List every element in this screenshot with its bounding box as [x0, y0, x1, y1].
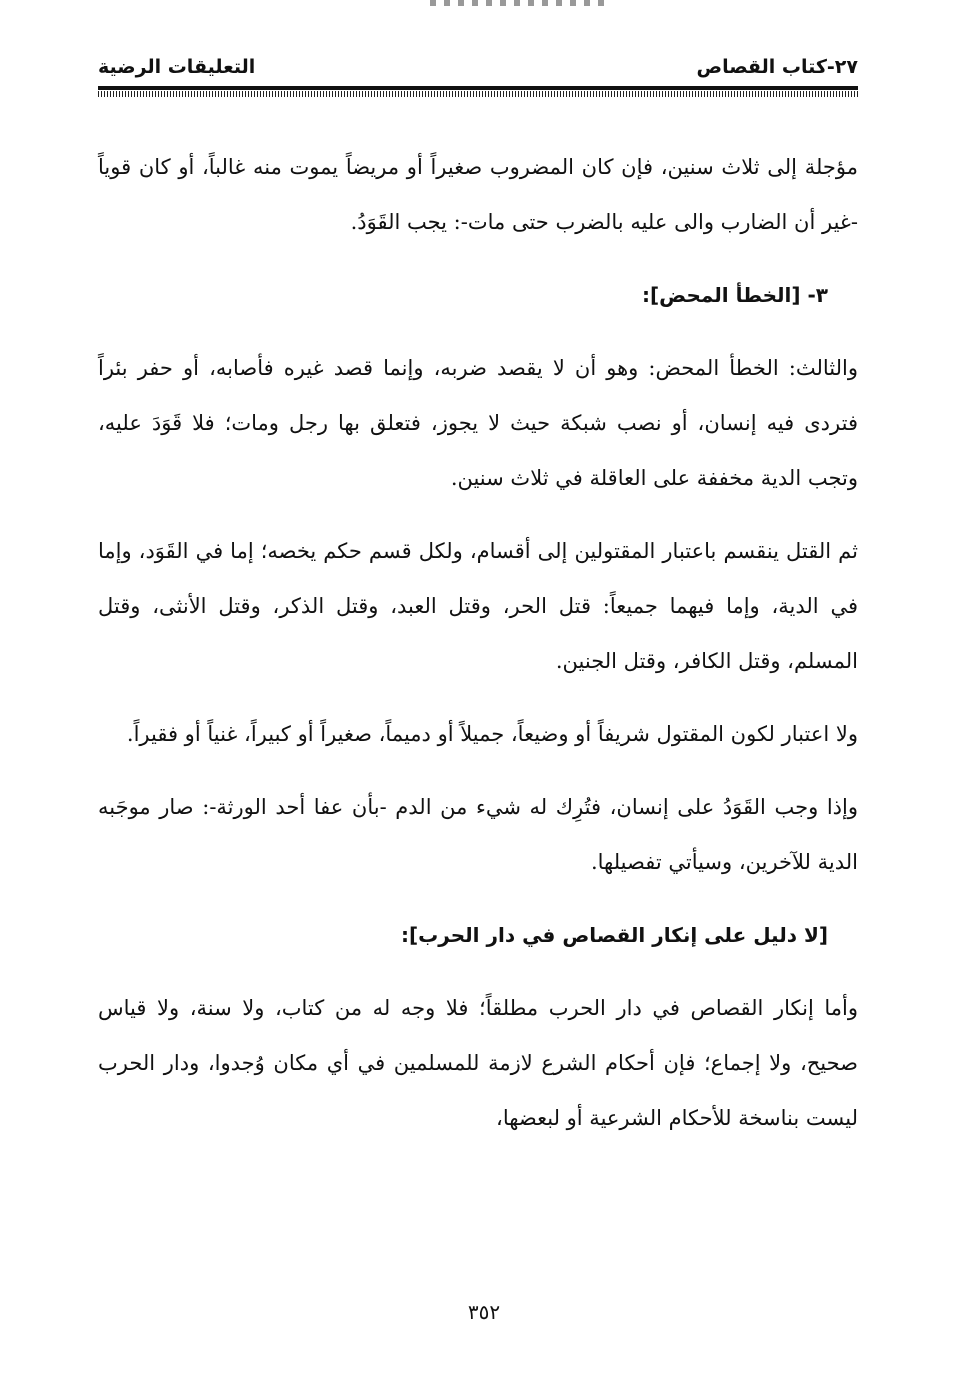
- header-rule-hatched-band: [98, 91, 858, 97]
- header-rule-thick-line: [98, 86, 858, 90]
- header-chapter-title: ٢٧-كتاب القصاص: [696, 56, 858, 78]
- paragraph-war-zone: وأما إنكار القصاص في دار الحرب مطلقاً؛ فلا وجه له من كتاب، ولا سنة، ولا قياس صحيح، ولا إجماع؛ فإن أحكام الشرع لازمة للمسلمين في أي مكان وُجدوا، ودار الحرب ليست بناسخة للأحكام الشرعية أو لبعضها،: [98, 996, 858, 1130]
- section-heading-pure-error: ٣- [الخطأ المحض]:: [642, 283, 828, 307]
- section-heading-war-zone: [لا دليل على إنكار القصاص في دار الحرب]:: [401, 923, 828, 947]
- paragraph-continuation: مؤجلة إلى ثلاث سنين، فإن كان المضروب صغيراً أو مريضاً يموت منه غالباً، أو كان قوياً -غير أن الضارب والى عليه بالضرب حتى مات-: يجب القَوَدُ.: [98, 155, 858, 234]
- page-number: ٣٥٢: [467, 1300, 501, 1324]
- header-book-title: التعليقات الرضية: [98, 56, 256, 78]
- paragraph-killing-divisions: ثم القتل ينقسم باعتبار المقتولين إلى أقسام، ولكل قسم حكم يخصه؛ إما في القَوَد، وإما في الدية، وإما فيهما جميعاً: قتل الحر، وقتل العبد، وقتل الذكر، وقتل الأنثى، وقتل المسلم، وقتل الكافر، وقتل الجنين.: [98, 539, 858, 673]
- header-rule: [98, 86, 858, 98]
- paragraph-pardon: وإذا وجب القَوَدُ على إنسان، فتُرِك له شيء من الدم -بأن عفا أحد الورثة-: صار موجَبه الدية للآخرين، وسيأتي تفصيلها.: [98, 795, 858, 874]
- top-edge-marks: [430, 0, 610, 6]
- paragraph-no-consideration: ولا اعتبار لكون المقتول شريفاً أو وضيعاً، جميلاً أو دميماً، صغيراً أو كبيراً، غنياً أو فقيراً.: [126, 722, 858, 746]
- paragraph-pure-error: والثالث: الخطأ المحض: وهو أن لا يقصد ضربه، وإنما قصد غيره فأصابه، أو حفر بئراً فتردى فيه إنسان، أو نصب شبكة حيث لا يجوز، فتعلق بها رجل ومات؛ فلا قَوَدَ عليه، وتجب الدية مخففة على العاقلة في ثلاث سنين.: [98, 356, 858, 490]
- page-body: [98, 140, 858, 1146]
